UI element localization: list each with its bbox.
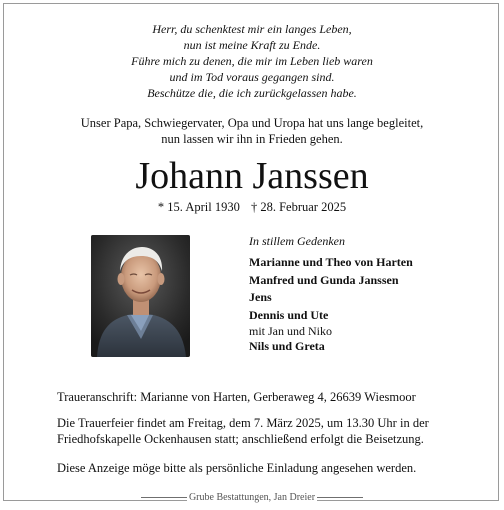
footer-credit <box>0 492 504 506</box>
intro-line: nun lassen wir ihn in Frieden gehen. <box>161 132 343 146</box>
birth-date: * 15. April 1930 <box>157 200 240 214</box>
poem-line: und im Tod voraus gegangen sind. <box>169 70 335 84</box>
mourners-heading: In stillem Gedenken <box>249 234 345 248</box>
poem-line: nun ist meine Kraft zu Ende. <box>183 38 321 52</box>
poem-line: Führe mich zu denen, die mir im Leben lieb waren <box>131 54 373 68</box>
life-dates <box>0 199 504 215</box>
death-date: † 28. Februar 2025 <box>250 200 347 214</box>
mourner-sub-entry: mit Jan und Niko <box>249 324 332 338</box>
footer-rule-left <box>141 497 187 498</box>
mourner-entry: Nils und Greta <box>249 339 325 353</box>
mourner-entry: Jens <box>249 290 272 304</box>
mourner-entry: Dennis und Ute <box>249 307 329 322</box>
footer-rule-right <box>317 497 363 498</box>
mourner-entry: Marianne und Theo von Harten <box>249 255 413 269</box>
undertaker-credit: Grube Bestattungen, Jan Dreier <box>188 492 316 503</box>
mourner-entry: Manfred und Gunda Janssen <box>249 272 399 287</box>
poem-block <box>0 21 504 101</box>
intro-line: Unser Papa, Schwiegervater, Opa und Uropa hat uns lange begleitet, <box>80 116 424 130</box>
mourning-address: Traueranschrift: Marianne von Harten, Gerberaweg 4, 26639 Wiesmoor <box>57 390 416 404</box>
poem-line: Herr, du schenktest mir ein langes Leben, <box>152 22 352 36</box>
poem-line: Beschütze die, die ich zurückgelassen habe. <box>147 86 357 100</box>
deceased-name: Johann Janssen <box>135 155 369 197</box>
portrait-image <box>91 235 190 357</box>
invitation-note: Diese Anzeige möge bitte als persönliche Einladung angesehen werden. <box>57 461 417 475</box>
portrait-photo <box>91 235 190 357</box>
service-line: Die Trauerfeier findet am Freitag, dem 7. März 2025, um 13.30 Uhr in der <box>57 416 429 430</box>
intro-text <box>0 115 504 147</box>
mourners-list <box>249 233 489 356</box>
funeral-service-info <box>57 415 477 447</box>
service-line: Friedhofskapelle Ockenhausen statt; anschließend erfolgt die Beisetzung. <box>57 432 424 446</box>
